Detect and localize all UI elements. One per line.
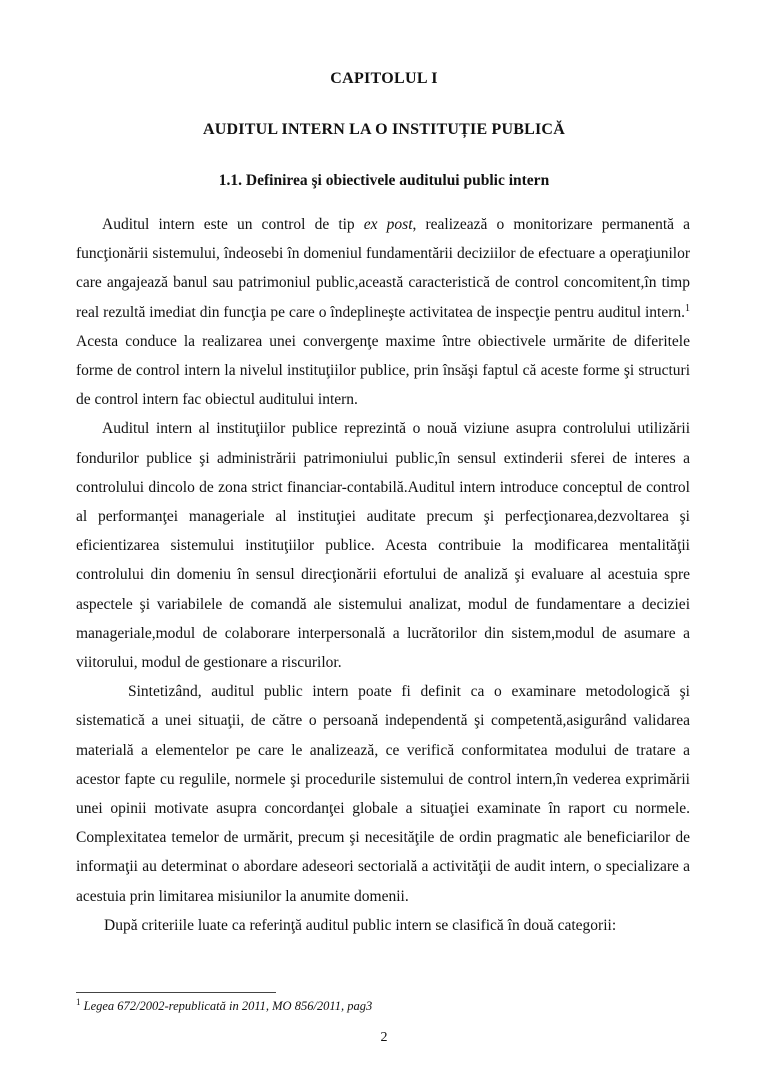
footnote-text: Legea 672/2002-republicată in 2011, MO 856/2011, pag3 <box>80 999 373 1013</box>
footnote <box>76 996 690 1014</box>
paragraph-1 <box>76 210 690 414</box>
paragraph-1-part-a: Auditul intern este un control de tip <box>102 216 364 233</box>
footnote-divider <box>76 992 276 993</box>
paragraph-3: Sintetizând, auditul public intern poate fi definit ca o examinare metodologică şi sistematică a unei situaţii, de către o persoană independentă şi competentă,asigurând validarea materială a elementelor pe care le analizează, ce verifică conformitatea modului de tratare a acestor fapte cu regulile, normele şi procedurile sistemului de control intern,în vederea exprimării unei opinii motivate asupra concordanţei globale a situaţiei examinate în raport cu normele. Complexitatea temelor de urmărit, precum şi necesităţile de ordin pragmatic ale beneficiarilor de informaţii au determinat o abordare adeseori sectorială a activităţii de audit intern, o specializare a acestuia prin limitarea misiunilor la anumite domenii. <box>76 683 690 905</box>
paragraph-1-emphasis: ex post <box>363 216 413 233</box>
body-text <box>76 210 690 940</box>
page-number: 2 <box>380 1030 388 1045</box>
paragraph-4: După criteriile luate ca referinţă auditul public intern se clasifică în două categorii: <box>104 916 617 934</box>
paragraph-1-part-c: Acesta conduce la realizarea unei convergenţe maxime între obiectivele urmărite de diferitele forme de control intern la nivelul instituţiilor publice, prin însăşi faptul că aceste forme şi structuri de control intern fac obiectul auditului intern. <box>76 332 690 409</box>
footnote-number: 1 <box>76 996 81 1007</box>
chapter-heading: CAPITOLUL I <box>330 70 438 87</box>
paragraph-1-part-b: , realizează o monitorizare permanentă a funcţionării sistemului, îndeosebi în domeniul fundamentării deciziilor de efectuare a operaţiunilor care angajează banul sau patrimoniul public,această caracteristică de control concomitent,în timp real rezultă imediat din funcţia pe care o îndeplineşte activitatea de inspecţie pentru auditul intern. <box>76 216 690 321</box>
chapter-title: AUDITUL INTERN LA O INSTITUȚIE PUBLICĂ <box>203 121 565 138</box>
section-heading: 1.1. Definirea şi obiectivele auditului public intern <box>218 172 550 189</box>
footnote-reference[interactable]: 1 <box>685 302 690 314</box>
paragraph-2: Auditul intern al instituţiilor publice reprezintă o nouă viziune asupra controlului utilizării fondurilor publice şi administrării patrimoniului public,în sensul extinderii sferei de interes a controlului dincolo de zona strict financiar-contabilă.Auditul intern introduce conceptul de control al performanţei manageriale al instituţiei auditate precum şi perfecţionarea,dezvoltarea şi eficientizarea sistemului instituţiilor publice. Acesta contribuie la modificarea mentalităţii controlului din domeniu în sensul direcţionării efortului de analiză şi evaluare al acestuia spre aspectele şi variabilele de comandă ale sistemului analizat, modul de fundamentare a deciziei manageriale,modul de colaborare interpersonală a lucrătorilor din sistem,modul de asumare a viitorului, modul de gestionare a riscurilor. <box>76 420 690 672</box>
